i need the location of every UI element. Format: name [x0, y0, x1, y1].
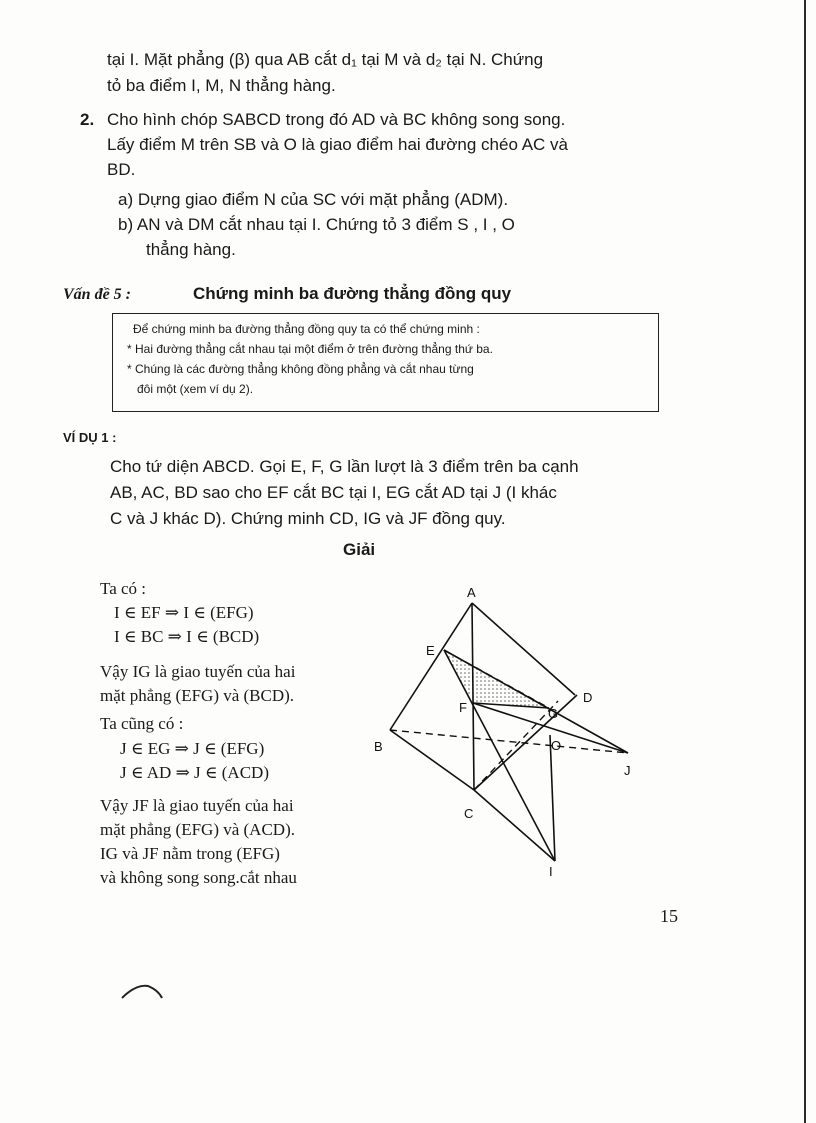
pen-mark — [118, 978, 168, 1008]
edge-bc — [390, 730, 474, 790]
problem1-line1: tại I. Mặt phẳng (β) qua AB cắt d₁ tại M và d₂ tại N. Chứng — [107, 50, 544, 69]
solution-line: Vậy JF là giao tuyến của hai — [100, 796, 294, 815]
example-line2: AB, AC, BD sao cho EF cắt BC tại I, EG cắt AD tại J (I khác — [110, 483, 557, 502]
solution-line: Vậy IG là giao tuyến của hai — [100, 662, 296, 681]
solution-line: mặt phẳng (EFG) và (BCD). — [100, 686, 295, 705]
page-edge — [804, 0, 806, 1123]
label-a: A — [467, 585, 476, 600]
method-line1: Để chứng minh ba đường thẳng đồng quy ta có thể chứng minh : — [133, 322, 480, 336]
solution-line: Ta có : — [100, 579, 147, 598]
method-line2: * Hai đường thẳng cắt nhau tại một điểm ở trên đường thẳng thứ ba. — [127, 342, 493, 356]
problem2-part-a: a) Dựng giao điểm N của SC với mặt phẳng (ADM). — [118, 190, 509, 209]
problem2-part-b-line2: thẳng hàng. — [146, 240, 236, 259]
line-oi — [550, 735, 555, 861]
tetrahedron-figure — [360, 580, 660, 880]
example-label: VÍ DỤ 1 : — [63, 430, 117, 445]
label-e: E — [426, 643, 435, 658]
section-label: Vấn đề 5 : — [63, 286, 131, 303]
label-i: I — [549, 864, 553, 879]
section-title: Chứng minh ba đường thẳng đồng quy — [193, 284, 512, 303]
label-o: O — [551, 738, 562, 753]
method-line3: * Chúng là các đường thẳng không đồng phẳng và cắt nhau từng — [127, 362, 474, 376]
edge-ac — [472, 603, 474, 790]
label-f: F — [459, 700, 467, 715]
problem2-number: 2. — [80, 110, 95, 129]
label-d: D — [583, 690, 593, 705]
method-box — [112, 313, 659, 412]
page-number: 15 — [660, 906, 678, 926]
problem2-line3: BD. — [107, 160, 136, 179]
label-j: J — [624, 763, 631, 778]
label-b: B — [374, 739, 383, 754]
solution-line: I ∈ EF ⇒ I ∈ (EFG) — [114, 603, 254, 622]
solution-heading: Giải — [343, 540, 376, 559]
method-line4: đôi một (xem ví dụ 2). — [137, 382, 254, 396]
example-line1: Cho tứ diện ABCD. Gọi E, F, G lần lượt là 3 điểm trên ba cạnh — [110, 457, 579, 476]
solution-line: J ∈ AD ⇒ J ∈ (ACD) — [120, 763, 269, 782]
solution-line: và không song song.cắt nhau — [100, 868, 297, 887]
solution-line: I ∈ BC ⇒ I ∈ (BCD) — [114, 627, 260, 646]
problem2-line1: Cho hình chóp SABCD trong đó AD và BC không song song. — [107, 110, 566, 129]
label-c: C — [464, 806, 474, 821]
label-g: G — [548, 706, 559, 721]
problem2-line2: Lấy điểm M trên SB và O là giao điểm hai đường chéo AC và — [107, 135, 568, 154]
problem2-part-b-line1: b) AN và DM cắt nhau tại I. Chứng tỏ 3 điểm S , I , O — [118, 215, 515, 234]
solution-line: mặt phẳng (EFG) và (ACD). — [100, 820, 295, 839]
example-line3: C và J khác D). Chứng minh CD, IG và JF đồng quy. — [110, 509, 506, 528]
line-ci — [474, 790, 555, 861]
solution-line: J ∈ EG ⇒ J ∈ (EFG) — [120, 739, 265, 758]
solution-line: IG và JF nằm trong (EFG) — [100, 844, 280, 863]
solution-line: Ta cũng có : — [100, 714, 184, 733]
problem1-line2: tỏ ba điểm I, M, N thẳng hàng. — [107, 76, 336, 95]
